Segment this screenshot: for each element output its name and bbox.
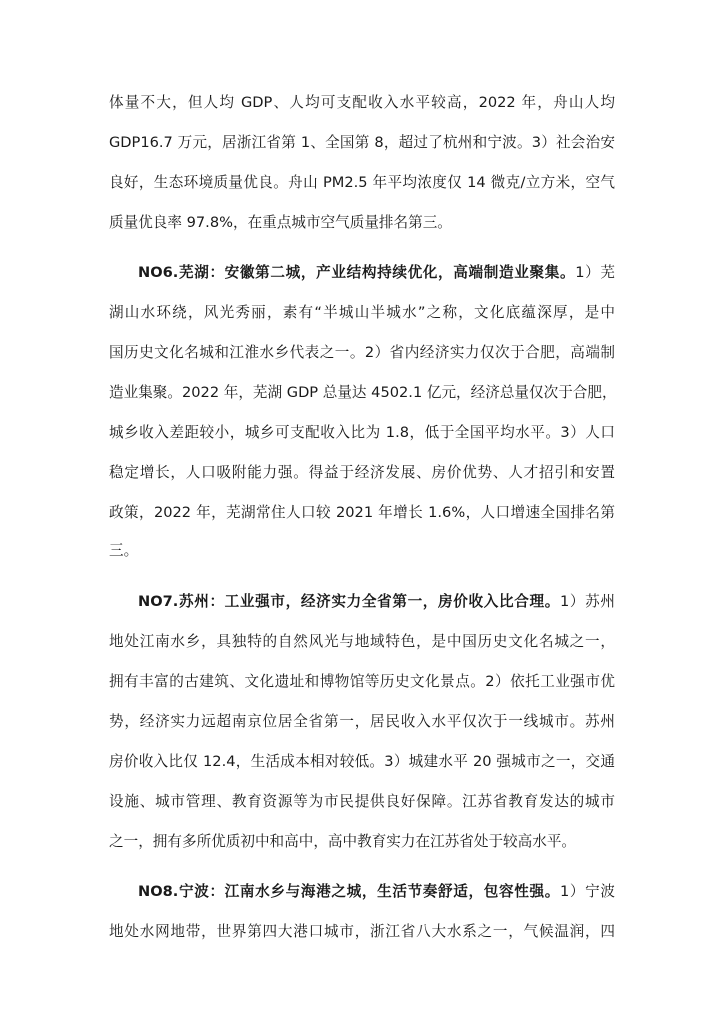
paragraph-line: 稳定增长，人口吸附能力强。得益于经济发展、房价优势、人才招引和安置 [109, 464, 615, 481]
paragraph-line: 政策，2022 年，芜湖常住人口较 2021 年增长 1.6%，人口增速全国排名第 [109, 504, 615, 521]
paragraph-line: 质量优良率 97.8%，在重点城市空气质量排名第三。 [109, 214, 452, 231]
paragraph-line: 拥有丰富的古建筑、文化遗址和博物馆等历史文化景点。2）依托工业强市优 [109, 673, 615, 690]
paragraph-line: 国历史文化名城和江淮水乡代表之一。2）省内经济实力仅次于合肥，高端制 [109, 344, 615, 361]
section-heading-ningbo: NO8.宁波：江南水乡与海港之城，生活节奏舒适，包容性强。 [138, 883, 560, 900]
paragraph-first-line [138, 882, 615, 902]
paragraph-line: 湖山水环绕，风光秀丽，素有“半城山半城水”之称，文化底蕴深厚，是中 [109, 304, 615, 321]
paragraph-line: 势，经济实力远超南京位居全省第一，居民收入水平仅次于一线城市。苏州 [109, 713, 615, 730]
paragraph-line: 地处水网地带，世界第四大港口城市，浙江省八大水系之一，气候温润，四 [109, 923, 615, 940]
paragraph-line: 体量不大，但人均 GDP、人均可支配收入水平较高，2022 年，舟山人均 [109, 94, 615, 111]
section-heading-suzhou: NO7.苏州：工业强市，经济实力全省第一，房价收入比合理。 [138, 593, 560, 610]
paragraph-first-line [138, 592, 615, 612]
paragraph-line: 城乡收入差距较小，城乡可支配收入比为 1.8，低于全国平均水平。3）人口 [109, 424, 615, 441]
paragraph-line: 设施、城市管理、教育资源等为市民提供良好保障。江苏省教育发达的城市 [109, 793, 615, 810]
paragraph-line: 三。 [109, 542, 139, 559]
heading-continuation: 1）宁波 [559, 883, 615, 900]
paragraph-line: 之一，拥有多所优质初中和高中，高中教育实力在江苏省处于较高水平。 [109, 833, 577, 850]
heading-continuation: 1）芜 [575, 264, 615, 281]
paragraph-line: 房价收入比仅 12.4，生活成本相对较低。3）城建水平 20 强城市之一，交通 [109, 753, 615, 770]
paragraph-line: 造业集聚。2022 年，芜湖 GDP 总量达 4502.1 亿元，经济总量仅次于合肥， [109, 384, 617, 401]
paragraph-first-line [138, 263, 615, 283]
paragraph-line: 良好，生态环境质量优良。舟山 PM2.5 年平均浓度仅 14 微克/立方米，空气 [109, 174, 615, 191]
paragraph-line: 地处江南水乡，具独特的自然风光与地域特色，是中国历史文化名城之一， [109, 633, 615, 650]
heading-continuation: 1）苏州 [559, 593, 615, 610]
section-heading-wuhu: NO6.芜湖：安徽第二城，产业结构持续优化，高端制造业聚集。 [138, 264, 576, 281]
paragraph-line: GDP16.7 万元，居浙江省第 1、全国第 8，超过了杭州和宁波。3）社会治安 [109, 134, 615, 151]
